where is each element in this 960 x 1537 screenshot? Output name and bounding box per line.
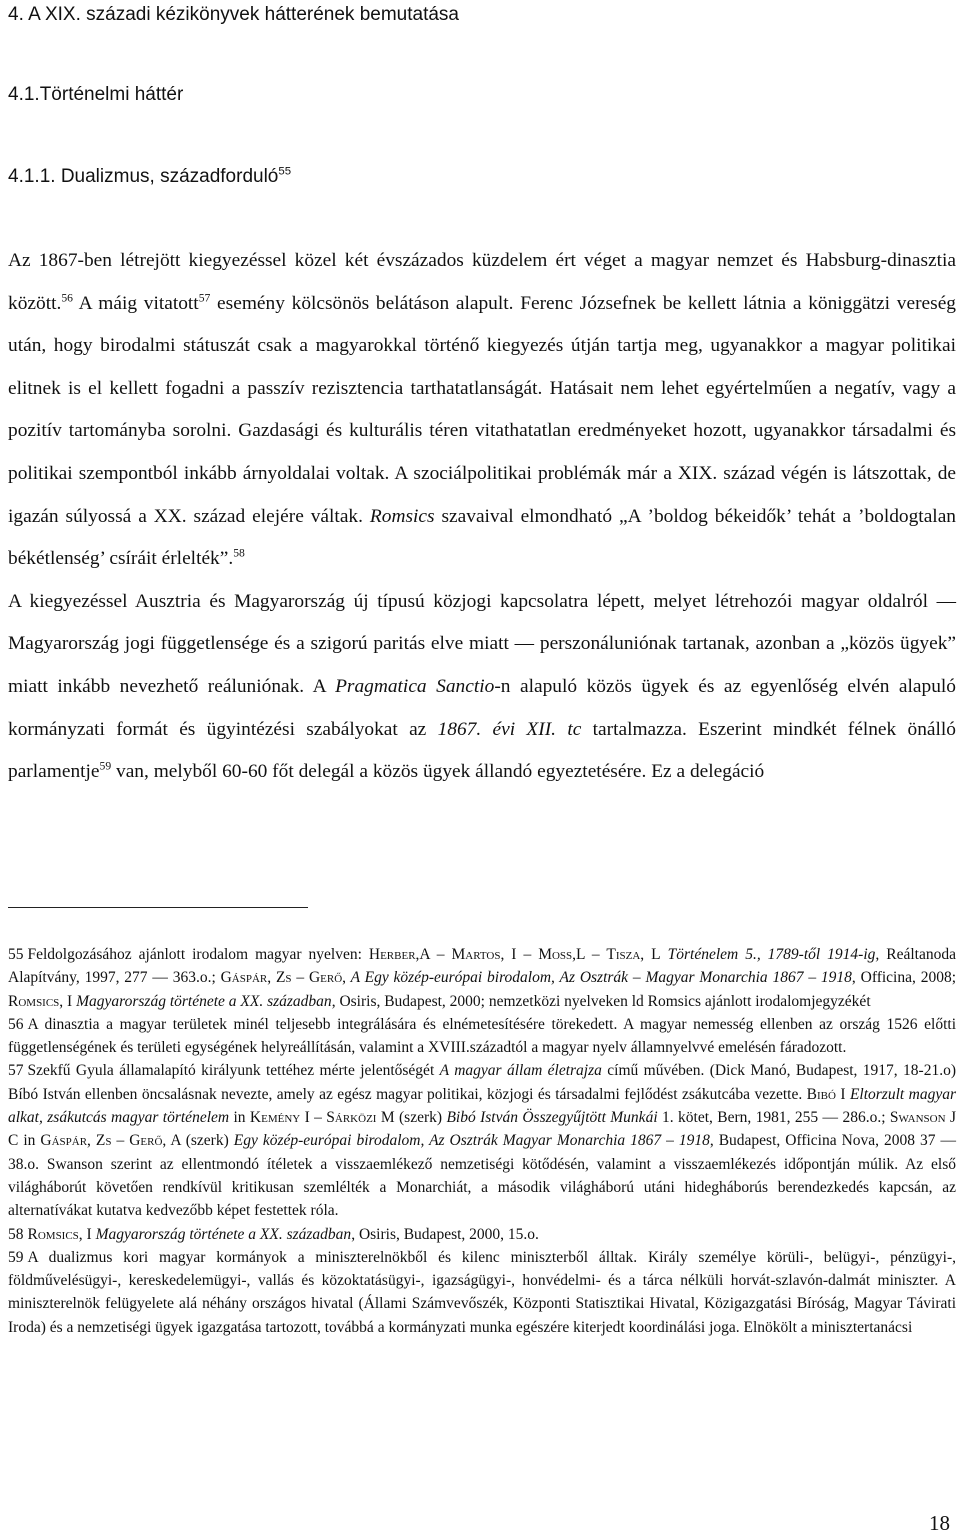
body-text — [8, 240, 956, 794]
footnote-ref-56[interactable]: 56 — [61, 291, 73, 305]
paragraph-1-text-d: szavaival elmondható „A ’boldog békeidők’ tehát a ’boldogtalan békétlenség’ csíráit érlelték”. — [8, 505, 956, 570]
chapter-heading-text: 4. A XIX. századi kézikönyvek hátterének bemutatása — [8, 4, 459, 25]
footnote-text: in — [18, 1132, 41, 1150]
footnote-title: Bibó István Összegyűjtött Munkái — [446, 1109, 658, 1127]
footnotes — [8, 943, 956, 1339]
footnote-59 — [8, 1246, 956, 1339]
paragraph-2-text-a: A kiegyezéssel Ausztria és Magyarország új típusú közjogi kapcsolatra lépett, melyet létrehozói magyar oldalról — Magyarország jogi függetlensége és a szigorú paritás elve miatt — perszonáluniónak tartanak, azonban a „közös ügyek” miatt inkább nevezhető reáluniónak. A — [8, 590, 956, 697]
footnote-title: Magyarország története a XX. században — [72, 992, 332, 1010]
footnote-ref-57[interactable]: 57 — [198, 291, 211, 305]
subsection-heading — [8, 166, 291, 188]
paragraph-1 — [8, 240, 956, 581]
paragraph-2 — [8, 581, 956, 794]
footnote-authors: Swanson J C — [8, 1109, 956, 1150]
footnote-authors: Romsics, I — [8, 992, 73, 1010]
footnote-text: Reáltanoda Alapítvány, 1997, 277 — 363.o.; — [8, 946, 956, 987]
footnote-58 — [8, 1223, 956, 1246]
footnote-text: , Officina, 2008; — [851, 969, 957, 987]
footnote-authors: Bibó I — [806, 1085, 846, 1103]
chapter-heading — [8, 4, 459, 26]
footnote-56 — [8, 1013, 956, 1060]
footnote-text: 1. kötet, Bern, 1981, 255 — 286.o.; — [657, 1109, 890, 1127]
footnote-text: , Budapest, Officina Nova, 2008 37 — 38.o. Swanson szerint az ellentmondó ítéletek a visszaemlékező nemzetiségi kötődésén, valamint a visszaemlékezés időpontján múlik. Az első világháborút követően rendkívül kritikusan szemlélték a Monarchiát, a második világháború utáni hidegháborús berendezkedés kapcsán, az alternatívákat kutatva kedvezőbb képet festettek róla. — [8, 1132, 956, 1220]
author-name: Romsics — [369, 505, 435, 527]
footnote-number: 55 — [8, 946, 24, 963]
footnote-title: Történelem 5., 1789-től 1914-ig, — [667, 946, 880, 963]
page-number: 18 — [929, 1511, 950, 1535]
footnote-text: , Osiris, Budapest, 2000; nemzetközi nyelveken ld Romsics ajánlott irodalomjegyzékét — [331, 992, 871, 1010]
section-heading — [8, 84, 183, 106]
footnote-number: 58 — [8, 1225, 24, 1243]
law-reference-italic: 1867. évi XII. tc — [437, 718, 582, 740]
footnote-authors: Gáspár, Zs – Gerő, — [40, 1132, 167, 1150]
footnote-number: 57 — [8, 1062, 24, 1080]
subsection-heading-text: 4.1.1. Dualizmus, századforduló — [8, 166, 279, 187]
paragraph-1-text-c: esemény kölcsönös belátáson alapult. Ferenc Józsefnek be kellett látnia a königgätzi vereség után, hogy birodalmi státuszát csak a magyarokkal történő kiegyezés útján tartja meg, ugyanakkor a magyar politikai elitnek is el kellett fogadni a passzív rezisztencia tarthatatlanságát. Hatásait nem lehet egyértelműen a negatív, vagy a pozitív tartományba sorolni. Gazdasági és kulturális téren vitathatatlan eredményeket hozott, ugyanakkor társadalmi és politikai szempontból inkább árnyoldalai voltak. A szociálpolitikai problémák már a XIX. század végén is látszottak, de igazán súlyossá a XX. század elejére váltak. — [8, 292, 956, 527]
section-heading-text: 4.1.Történelmi háttér — [8, 84, 184, 105]
paragraph-2-text-c: tartalmazza. Eszerint mindkét félnek önálló parlamentje — [8, 718, 956, 783]
footnote-55 — [8, 943, 956, 1013]
footnote-ref-59[interactable]: 59 — [99, 759, 112, 773]
footnote-authors: Kemény I – Sárközi M — [249, 1109, 395, 1127]
document-page — [8, 0, 956, 1537]
footnote-text: (szerk) — [394, 1109, 447, 1127]
footnote-text: című művében. (Dick Manó, Budapest, 1917, 18-21.o) Bíbó István ellenben öncsalásnak nevezte, amely az egész magyar politikai, közjogi és társadalmi fejlődést zsákutcába vezette. — [8, 1062, 957, 1103]
footnote-authors: Gáspár, Zs – Gerő, — [220, 969, 347, 987]
paragraph-1-text-a: Az 1867-ben létrejött kiegyezéssel közel két évszázados küzdelem ért véget a magyar nemzet és Habsburg-dinasztia között. — [8, 250, 956, 314]
footnote-ref-55[interactable]: 55 — [278, 165, 292, 178]
footnote-text: A (szerk) — [166, 1132, 234, 1150]
footnote-text: Szekfű Gyula államalapító királyunk tettéhez mérte jelentőségét — [27, 1062, 440, 1080]
footnote-text: in — [229, 1109, 250, 1127]
footnote-title: Egy közép-európai birodalom, Az Osztrák Magyar Monarchia 1867 – 1918 — [233, 1132, 710, 1150]
footnote-text: , Osiris, Budapest, 2000, 15.o. — [351, 1225, 539, 1243]
footnote-text: A dualizmus kori magyar kormányok a miniszterelnökből és kilenc miniszterből álltak. Király személye körüli-, belügyi-, pénzügyi-, földművelésügyi-, kereskedelemügyi-, vallás és közoktatásügyi-, igazságügyi-, honvédelmi- és a tárca nélküli horvát-szlavón-dalmát miniszter. A miniszterelnök felügyelete alá néhány országos hivatal (Állami Számvevőszék, Központi Statisztikai Hivatal, Közigazgatási Bíróság, Magyar Távirati Iroda) és a nemzetiségi ügyek igazgatása tartozott, továbbá a kormányzati munka egészére kiterjedt koordinálási joga. Elnökölt a minisztertanácsi — [8, 1248, 956, 1336]
document-title-italic: Pragmatica Sanctio — [335, 675, 495, 697]
footnote-text: Feldolgozásához ajánlott irodalom magyar nyelven: — [27, 946, 369, 963]
footnote-title: Eltorzult magyar alkat, zsákutcás magyar történelem — [8, 1085, 956, 1127]
footnote-title: A magyar állam életrajza — [439, 1062, 602, 1080]
paragraph-1-text-b: A máig vitatott — [72, 292, 199, 314]
footnote-title: A Egy közép-európai birodalom, Az Osztrák – Magyar Monarchia 1867 – 1918 — [346, 969, 852, 987]
footnote-authors: Herber,A – Martos, I – Moss,L – Tisza, L — [368, 946, 661, 963]
footnote-ref-58[interactable]: 58 — [233, 546, 245, 560]
paragraph-2-text-b: -n alapuló közös ügyek és az egyenlőség elvén alapuló kormányzati formát és ügyintézési szabályokat az — [8, 675, 956, 740]
footnote-authors: Romsics, I — [27, 1225, 92, 1243]
paragraph-2-text-d: van, melyből 60-60 főt delegál a közös ügyek állandó egyeztetésére. Ez a delegáció — [111, 761, 765, 783]
footnote-number: 59 — [8, 1248, 24, 1266]
footnote-57 — [8, 1059, 956, 1222]
footnote-text: A dinasztia a magyar területek minél teljesebb integrálására és elnémetesítésére törekedett. A magyar nemesség ellenben az ország 1526 előtti függetlenségének és területi egységének helyreállításán, valamint a XVIII.századtól a magyar nyelv államnyelvvé emelésén fáradozott. — [8, 1015, 956, 1057]
footnote-number: 56 — [8, 1015, 24, 1033]
footnote-title: Magyarország története a XX. században — [91, 1225, 352, 1243]
footnote-separator — [8, 907, 308, 908]
